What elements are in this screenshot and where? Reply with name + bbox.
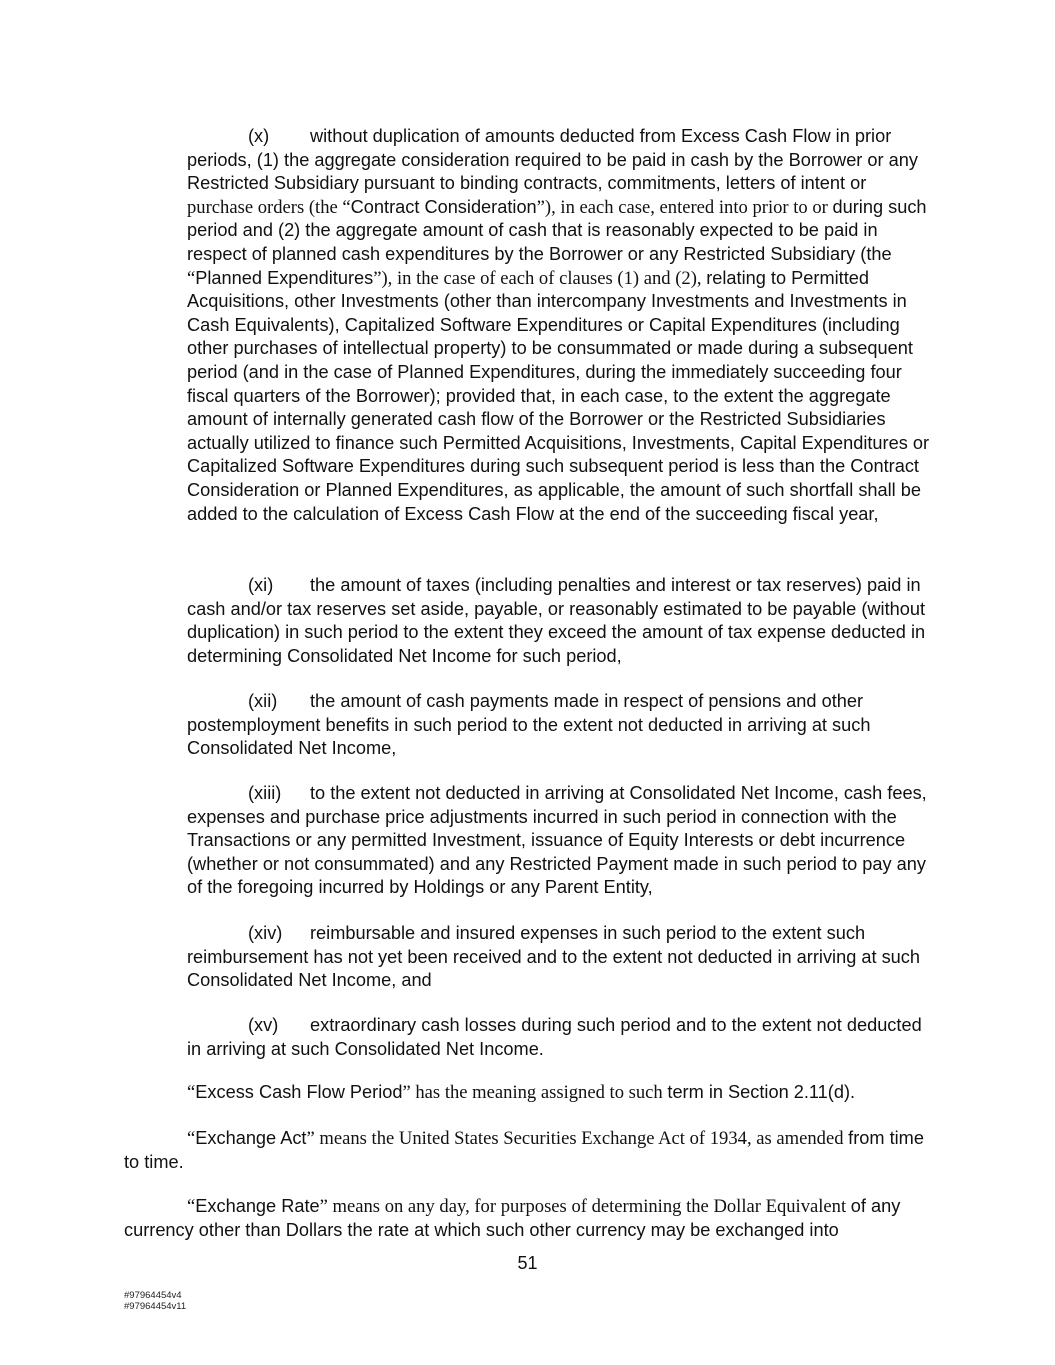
document-id: #97964454v11 [124,1301,187,1312]
clause-xv [187,1014,932,1061]
document-id: #97964454v4 [124,1290,182,1301]
quote-mark: “ [187,1082,196,1103]
defined-term-planned-expenditures: Planned Expenditures [195,267,374,288]
clause-x [187,125,932,526]
quote-mark: “ [187,267,196,289]
document-id-block [124,1290,186,1312]
clause-number: (xii) [248,691,278,711]
clause-xi [187,574,932,668]
definition-text-serif: ” has the meaning assigned to such [402,1082,668,1103]
clause-xiii [187,782,932,900]
clause-text: the amount of cash payments made in respect of pensions and other postemployment benefits in such period to the extent not deducted in arriving at such Consolidated Net Income, [187,691,871,759]
clause-text: reimbursable and insured expenses in such period to the extent such reimbursement has not yet been received and to the extent not deducted in arriving at such Consolidated Net Income, and [187,923,920,991]
clause-number: (xiv) [248,923,283,943]
definition-text: term in Section 2.11(d). [667,1082,856,1102]
clause-number: (xi) [248,575,274,595]
definition-exchange-rate [124,1195,934,1242]
clause-xiv [187,922,932,993]
definition-text-serif: ” means the United States Securities Exchange Act of 1934, as amended [306,1128,849,1149]
clause-number: (x) [248,126,270,146]
clause-text-serif: purchase orders (the “ [187,196,351,218]
definition-text: from time to time. [124,1128,924,1172]
defined-term: Exchange Rate [195,1196,320,1216]
clause-xii [187,690,932,761]
clause-text-serif: ”), in the case of each of clauses (1) and (2), [373,267,707,289]
clause-number: (xv) [248,1015,279,1035]
definition-exchange-act [124,1127,934,1174]
definition-text-serif: ” means on any day, for purposes of determining the Dollar Equivalent [319,1196,851,1217]
clause-text: during such period and (2) the aggregate amount of cash that is reasonably expected to be paid in respect of planned cash expenditures by the Borrower or any Restricted Subsidiary (the [187,196,927,264]
clause-text-serif: ”), in each case, entered into prior to or [536,196,833,218]
page-number: 51 [517,1253,538,1273]
defined-term-contract-consideration: Contract Consideration [350,196,537,217]
quote-mark: “ [187,1128,196,1149]
definition-excess-cash-flow-period [124,1081,934,1105]
defined-term: Exchange Act [195,1128,307,1148]
defined-term: Excess Cash Flow Period [195,1082,403,1102]
clause-text: without duplication of amounts deducted from Excess Cash Flow in prior periods, (1) the aggregate consideration required to be paid in cash by the Borrower or any Restricted Subsidiary pursuant to binding contracts, commitments, letters of intent or [187,126,918,194]
clause-text: relating to Permitted Acquisitions, other Investments (other than intercompany Investments and Investments in Cash Equivalents), Capitalized Software Expenditures or Capital Expenditures (including other purchases of intellectual property) to be consummated or made during a subsequent period (and in the case of Planned Expenditures, during the immediately succeeding four fiscal quarters of the Borrower); provided that, in each case, to the extent the aggregate amount of internally generated cash flow of the Borrower or the Restricted Subsidiaries actually utilized to finance such Permitted Acquisitions, Investments, Capital Expenditures or Capitalized Software Expenditures during such subsequent period is less than the Contract Consideration or Planned Expenditures, as applicable, the amount of such shortfall shall be added to the calculation of Excess Cash Flow at the end of the succeeding fiscal year, [187,267,930,524]
clause-text: extraordinary cash losses during such period and to the extent not deducted in arriving at such Consolidated Net Income. [187,1015,922,1059]
quote-mark: “ [187,1196,196,1217]
clause-number: (xiii) [248,783,282,803]
clause-text: to the extent not deducted in arriving at Consolidated Net Income, cash fees, expenses and purchase price adjustments incurred in such period in connection with the Transactions or any permitted Investment, issuance of Equity Interests or debt incurrence (whether or not consummated) and any Restricted Payment made in such period to pay any of the foregoing incurred by Holdings or any Parent Entity, [187,783,927,898]
definition-text: of any currency other than Dollars the rate at which such other currency may be exchanged into [124,1196,901,1240]
clause-text: the amount of taxes (including penalties and interest or tax reserves) paid in cash and/or tax reserves set aside, payable, or reasonably estimated to be payable (without duplication) in such period to the extent they exceed the amount of tax expense deducted in determining Consolidated Net Income for such period, [187,575,926,666]
